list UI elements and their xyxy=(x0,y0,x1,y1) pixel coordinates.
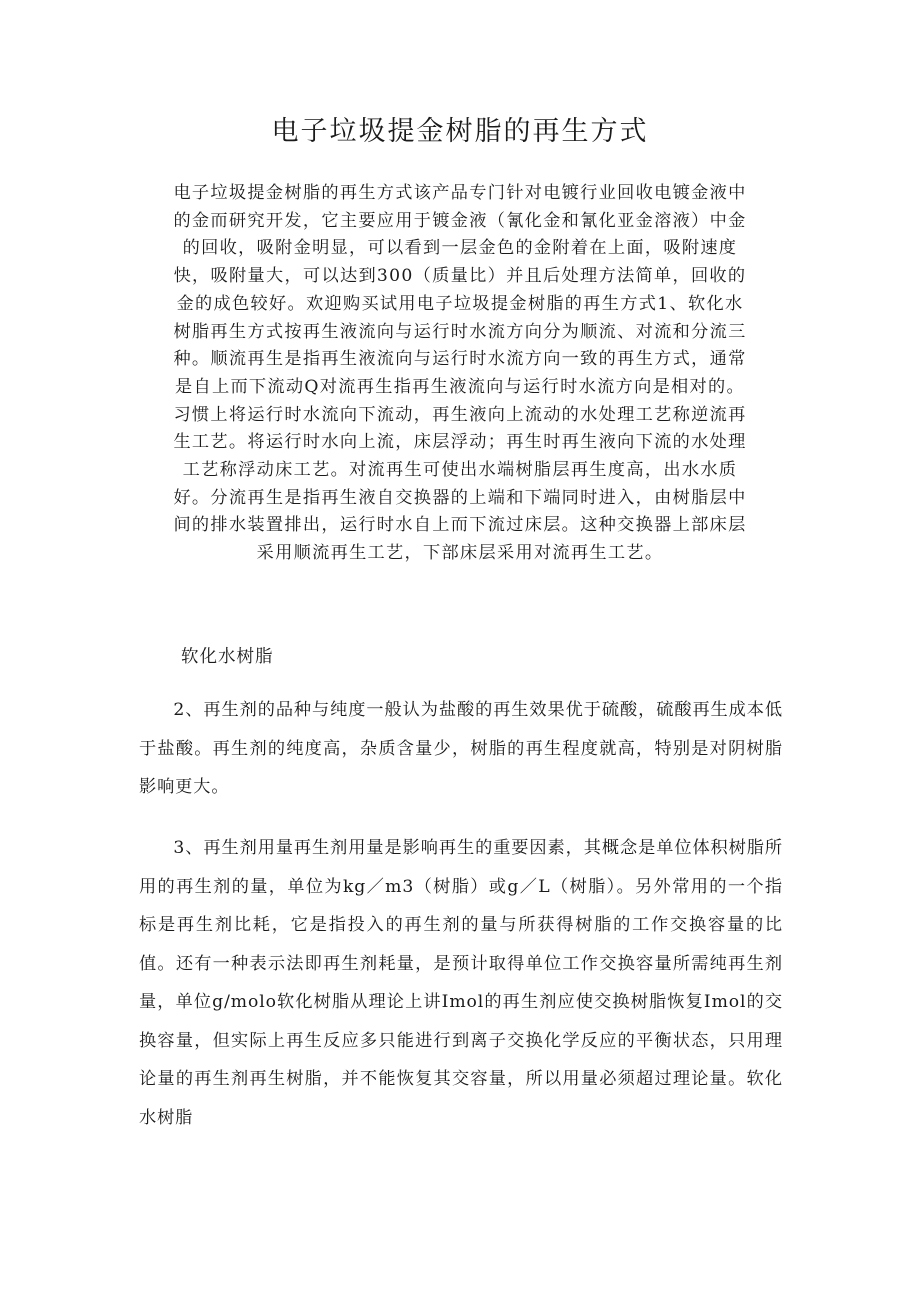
document-title: 电子垃圾提金树脂的再生方式 xyxy=(271,116,649,147)
paragraph-regenerant-purity: 2、再生剂的品种与纯度一般认为盐酸的再生效果优于硫酸，硫酸再生成本低于盐酸。再生剂的纯度高，杂质含量少，树脂的再生程度就高，特别是对阴树脂影响更大。 xyxy=(139,700,783,797)
intro-paragraph: 电子垃圾提金树脂的再生方式该产品专门针对电镀行业回收电镀金液中的金而研究开发，它主要应用于镀金液（氰化金和氰化亚金溶液）中金的回收，吸附金明显，可以看到一层金色的金附着在上面，吸附速度快，吸附量大，可以达到300（质量比）并且后处理方法简单，回收的金的成色较好。欢迎购买试用电子垃圾提金树脂的再生方式1、软化水树脂再生方式按再生液流向与运行时水流方向分为顺流、对流和分流三种。顺流再生是指再生液流向与运行时水流方向一致的再生方式，通常是自上而下流动Q对流再生指再生液流向与运行时水流方向是相对的。习惯上将运行时水流向下流动，再生液向上流动的水处理工艺称逆流再生工艺。将运行时水向上流，床层浮动；再生时再生液向下流的水处理工艺称浮动床工艺。对流再生可使出水端树脂层再生度高，出水水质好。分流再生是指再生液自交换器的上端和下端同时进入，由树脂层中间的排水装置排出，运行时水自上而下流过床层。这种交换器上部床层采用顺流再生工艺，下部床层采用对流再生工艺。 xyxy=(173,183,747,564)
section-heading: 软化水树脂 xyxy=(181,647,274,667)
paragraph-regenerant-dosage: 3、再生剂用量再生剂用量是影响再生的重要因素，其概念是单位体积树脂所用的再生剂的量，单位为kg／m3（树脂）或g／L（树脂）。另外常用的一个指标是再生剂比耗，它是指投入的再生剂的量与所获得树脂的工作交换容量的比值。还有一种表示法即再生剂耗量，是预计取得单位工作交换容量所需纯再生剂量，单位g/molo软化树脂从理论上讲Imol的再生剂应使交换树脂恢复Imol的交换容量，但实际上再生反应多只能进行到离子交换化学反应的平衡状态，只用理论量的再生剂再生树脂，并不能恢复其交容量，所以用量必须超过理论量。软化水树脂 xyxy=(139,838,783,1128)
